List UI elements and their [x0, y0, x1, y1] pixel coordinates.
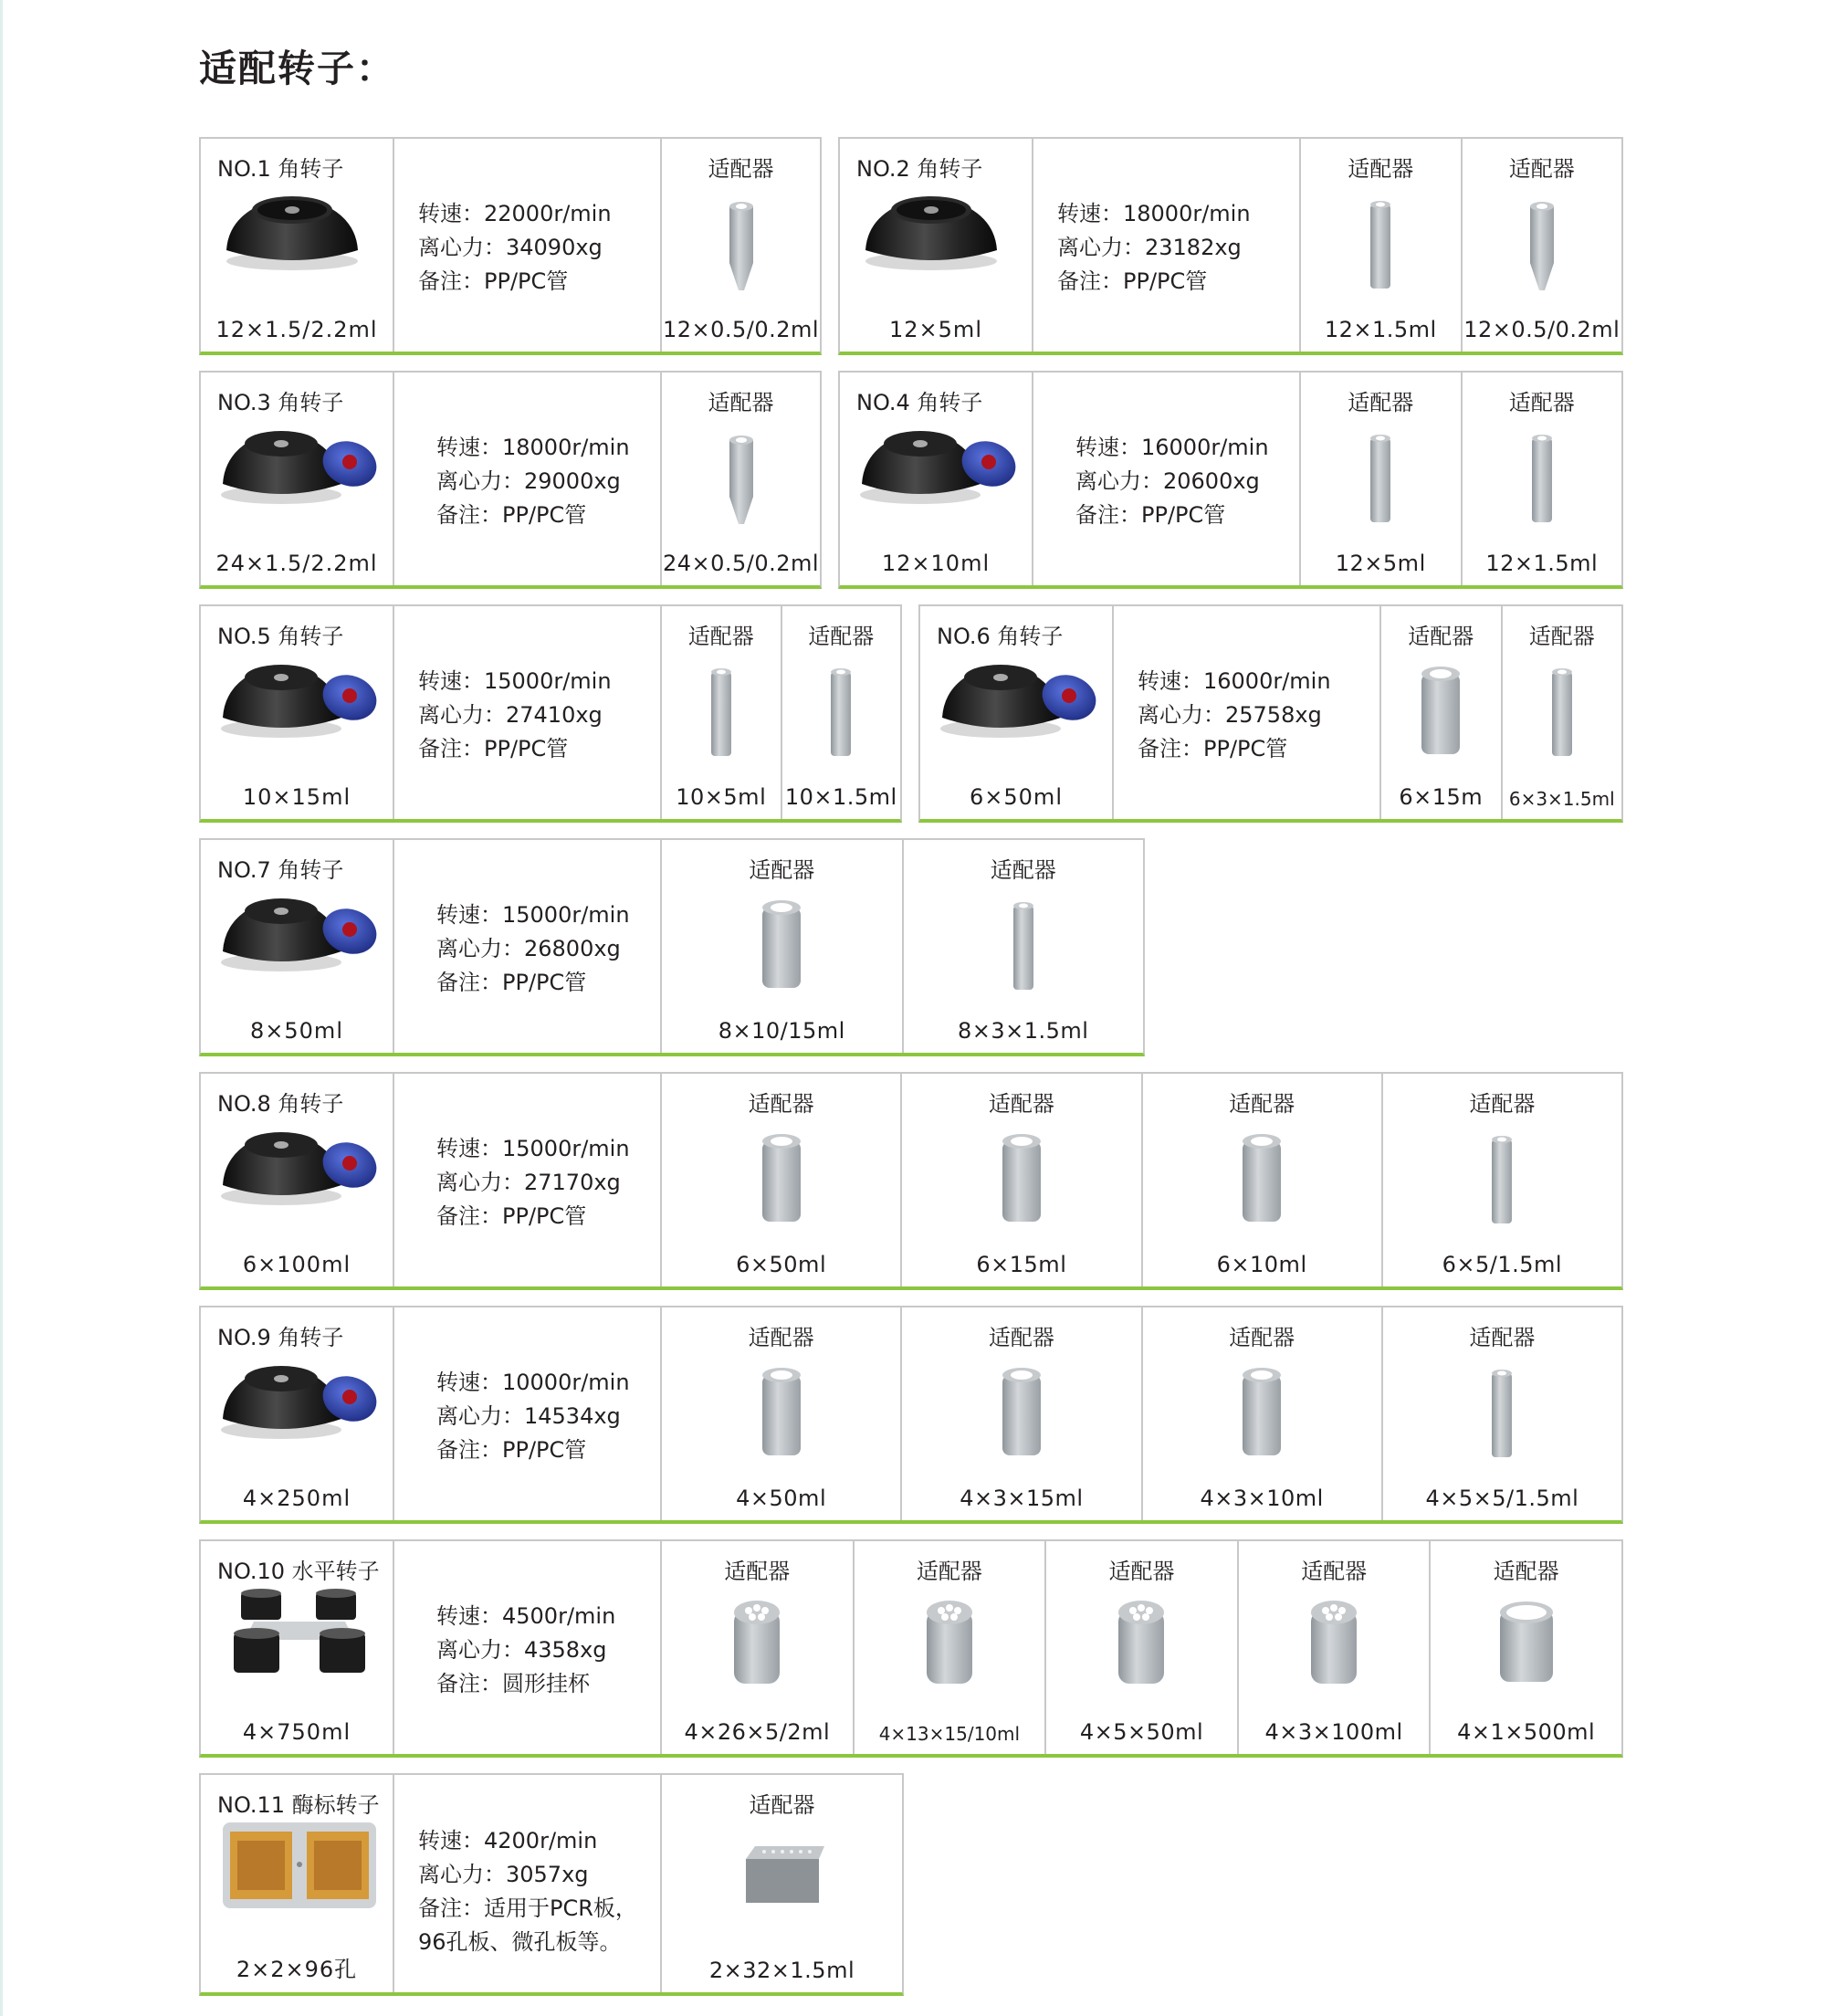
adapter-image [991, 897, 1055, 997]
rotor-title: NO.6 角转子 [937, 624, 1064, 649]
adapter-capacity: 6×50ml [736, 1252, 827, 1277]
adapter-label: 适配器 [708, 156, 774, 182]
adapter-image [1470, 1364, 1534, 1465]
spec-lines [418, 1824, 637, 1959]
adapter-image [750, 897, 813, 997]
adapter-capacity: 4×5×50ml [1079, 1719, 1204, 1745]
adapter-capacity: 8×3×1.5ml [958, 1018, 1089, 1044]
rotor-capacity: 24×1.5/2.2ml [215, 551, 378, 576]
adapter-label: 适配器 [1348, 156, 1414, 182]
spec-force: 离心力：25758xg [1138, 702, 1322, 728]
rotor-image [217, 650, 382, 741]
spec-note: 备注：PP/PC管 [1057, 268, 1208, 294]
spec-cell [394, 139, 662, 352]
adapter-cell [1239, 1541, 1432, 1754]
adapter-image [737, 1832, 828, 1914]
adapter-cell [1046, 1541, 1239, 1754]
spec-lines [1057, 197, 1251, 299]
adapter-capacity: 10×1.5ml [784, 784, 897, 810]
adapter-cell [782, 606, 901, 819]
spec-lines [436, 1366, 630, 1467]
adapter-image [1348, 429, 1412, 530]
rotor-cell [201, 1307, 394, 1520]
adapter-capacity: 12×0.5/0.2ml [1463, 317, 1620, 342]
rotor-title: NO.3 角转子 [217, 390, 344, 415]
spec-cell [1033, 373, 1301, 585]
rotor-capacity: 6×50ml [970, 784, 1063, 810]
adapter-label: 适配器 [988, 1325, 1054, 1350]
spec-cell [1033, 139, 1301, 352]
adapter-label: 适配器 [988, 1091, 1054, 1117]
adapter-label: 适配器 [687, 624, 754, 649]
spec-note: 备注：PP/PC管 [436, 1203, 587, 1229]
spec-lines [436, 1132, 630, 1234]
adapter-label: 适配器 [1508, 390, 1575, 415]
spec-lines [1075, 431, 1269, 532]
spec-cell [394, 1074, 662, 1286]
spec-cell [394, 1307, 662, 1520]
adapter-label: 适配器 [749, 857, 815, 883]
rotor-capacity: 12×10ml [881, 551, 991, 576]
adapter-cell [1143, 1307, 1383, 1520]
adapter-image [1510, 429, 1574, 530]
rotor-cell [201, 840, 394, 1053]
spec-cell [394, 840, 662, 1053]
adapter-image [1109, 1598, 1173, 1698]
spec-lines [418, 665, 612, 766]
rotor-capacity: 4×750ml [242, 1719, 351, 1745]
adapter-capacity: 12×0.5/0.2ml [662, 317, 820, 342]
spec-speed: 转速：18000r/min [1057, 201, 1251, 226]
rotor-group-10 [199, 1539, 1623, 1758]
spec-force: 离心力：29000xg [436, 468, 621, 494]
spec-note: 备注：PP/PC管 [1138, 736, 1288, 761]
rotor-group-8 [199, 1072, 1623, 1290]
spec-note-continued: 96孔板、微孔板等。 [418, 1929, 622, 1955]
adapter-capacity: 12×5ml [1335, 551, 1426, 576]
adapter-label: 适配器 [1469, 1091, 1536, 1117]
adapter-capacity: 6×3×1.5ml [1508, 788, 1615, 810]
rotor-capacity: 12×5ml [889, 317, 982, 342]
adapter-capacity: 6×10ml [1216, 1252, 1307, 1277]
spec-cell [394, 1541, 662, 1754]
adapter-label: 适配器 [990, 857, 1056, 883]
adapter-label: 适配器 [916, 1559, 982, 1584]
spec-lines [418, 197, 612, 299]
rotor-title: NO.9 角转子 [217, 1325, 344, 1350]
rotor-image [217, 1585, 382, 1676]
rotor-cell [201, 139, 394, 352]
spec-speed: 转速：4500r/min [436, 1603, 616, 1629]
adapter-label: 适配器 [1469, 1325, 1536, 1350]
rotor-cell [201, 373, 394, 585]
rotor-capacity: 4×250ml [242, 1486, 351, 1511]
rotor-cell [920, 606, 1114, 819]
rotor-cell [201, 1541, 394, 1754]
adapter-label: 适配器 [749, 1792, 815, 1818]
adapter-capacity: 4×50ml [736, 1486, 827, 1511]
spec-force: 离心力：34090xg [418, 235, 603, 260]
spec-lines [436, 1600, 615, 1701]
adapter-label: 适配器 [1348, 390, 1414, 415]
adapter-image [1230, 1364, 1294, 1465]
spec-speed: 转速：16000r/min [1075, 435, 1269, 460]
adapter-capacity: 4×3×10ml [1200, 1486, 1324, 1511]
spec-speed: 转速：10000r/min [436, 1370, 630, 1395]
spec-note: 备注：适用于PCR板， [418, 1895, 637, 1921]
rotor-title: NO.11 酶标转子 [217, 1792, 380, 1818]
adapter-cell [662, 1074, 902, 1286]
rotor-image [217, 1819, 382, 1910]
adapter-label: 适配器 [748, 1091, 814, 1117]
adapter-cell [855, 1541, 1047, 1754]
spec-force: 离心力：27410xg [418, 702, 603, 728]
spec-force: 离心力：3057xg [418, 1862, 589, 1887]
adapter-cell [1503, 606, 1622, 819]
spec-note: 备注：PP/PC管 [418, 268, 569, 294]
rotor-group-5 [199, 604, 902, 823]
adapter-capacity: 8×10/15ml [718, 1018, 845, 1044]
adapter-cell [1463, 139, 1622, 352]
adapter-image [1495, 1598, 1558, 1698]
rotor-image [217, 1351, 382, 1443]
rotor-group-4 [838, 371, 1623, 589]
rotor-image [217, 183, 382, 274]
rotor-cell [201, 606, 394, 819]
rotor-title: NO.4 角转子 [856, 390, 983, 415]
adapter-capacity: 4×26×5/2ml [684, 1719, 831, 1745]
rotor-capacity: 12×1.5/2.2ml [215, 317, 378, 342]
spec-speed: 转速：16000r/min [1138, 668, 1331, 694]
adapter-cell [1381, 606, 1503, 819]
adapter-image [1510, 195, 1574, 296]
spec-force: 离心力：20600xg [1075, 468, 1260, 494]
rotor-image [217, 416, 382, 508]
adapter-image [990, 1364, 1054, 1465]
rotor-group-2 [838, 137, 1623, 355]
rotor-cell [840, 139, 1033, 352]
adapter-image [1230, 1130, 1294, 1231]
rotor-image [937, 650, 1101, 741]
adapter-capacity: 2×32×1.5ml [708, 1958, 855, 1983]
adapter-label: 适配器 [1108, 1559, 1175, 1584]
adapter-cell [904, 840, 1144, 1053]
adapter-cell [1383, 1307, 1621, 1520]
spec-force: 离心力：14534xg [436, 1403, 621, 1429]
spec-cell [394, 1775, 662, 1992]
adapter-capacity: 10×5ml [676, 784, 767, 810]
adapter-image [709, 429, 773, 530]
adapter-cell [662, 606, 782, 819]
adapter-cell [662, 373, 820, 585]
rotor-capacity: 2×2×96孔 [236, 1957, 358, 1982]
spec-note: 备注：PP/PC管 [418, 736, 569, 761]
adapter-capacity: 4×5×5/1.5ml [1425, 1486, 1579, 1511]
adapter-image [1530, 663, 1594, 763]
adapter-label: 适配器 [1229, 1091, 1295, 1117]
adapter-label: 适配器 [1493, 1559, 1559, 1584]
adapter-image [1348, 195, 1412, 296]
adapter-cell [662, 1775, 902, 1992]
rotor-title: NO.10 水平转子 [217, 1559, 380, 1584]
rotor-capacity: 10×15ml [242, 784, 351, 810]
rotor-cell [840, 373, 1033, 585]
spec-speed: 转速：18000r/min [436, 435, 630, 460]
spec-note: 备注：PP/PC管 [1075, 502, 1226, 528]
adapter-image [1409, 663, 1473, 763]
rotor-image [856, 416, 1021, 508]
rotor-title: NO.1 角转子 [217, 156, 344, 182]
adapter-cell [662, 840, 904, 1053]
spec-note: 备注：圆形挂杯 [436, 1671, 590, 1696]
adapter-label: 适配器 [1301, 1559, 1368, 1584]
spec-note: 备注：PP/PC管 [436, 1437, 587, 1463]
adapter-image [918, 1598, 981, 1698]
rotor-capacity: 8×50ml [250, 1018, 343, 1044]
rotor-cell [201, 1074, 394, 1286]
spec-force: 离心力：23182xg [1057, 235, 1242, 260]
adapter-label: 适配器 [1528, 624, 1595, 649]
adapter-capacity: 4×1×500ml [1457, 1719, 1596, 1745]
adapter-capacity: 4×3×100ml [1264, 1719, 1403, 1745]
spec-speed: 转速：15000r/min [418, 668, 612, 694]
adapter-image [725, 1598, 789, 1698]
adapter-label: 适配器 [1408, 624, 1474, 649]
adapter-cell [1463, 373, 1622, 585]
adapter-image [689, 663, 753, 763]
spec-lines [436, 898, 630, 1000]
adapter-cell [662, 1307, 902, 1520]
adapter-image [809, 663, 873, 763]
spec-cell [394, 373, 662, 585]
adapter-cell [1143, 1074, 1383, 1286]
rotor-group-7 [199, 838, 1145, 1056]
adapter-capacity: 6×5/1.5ml [1442, 1252, 1563, 1277]
spec-speed: 转速：22000r/min [418, 201, 612, 226]
spec-speed: 转速：15000r/min [436, 1136, 630, 1161]
spec-force: 离心力：27170xg [436, 1170, 621, 1195]
adapter-cell [1301, 373, 1463, 585]
adapter-label: 适配器 [724, 1559, 791, 1584]
rotor-title: NO.5 角转子 [217, 624, 344, 649]
spec-lines [436, 431, 630, 532]
rotor-group-11 [199, 1773, 904, 1996]
rotor-group-3 [199, 371, 822, 589]
rotor-capacity: 6×100ml [242, 1252, 351, 1277]
adapter-cell [1383, 1074, 1621, 1286]
spec-note: 备注：PP/PC管 [436, 970, 587, 995]
adapter-image [750, 1130, 813, 1231]
rotor-title: NO.2 角转子 [856, 156, 983, 182]
spec-cell [1114, 606, 1381, 819]
adapter-cell [902, 1074, 1142, 1286]
rotor-title: NO.8 角转子 [217, 1091, 344, 1117]
rotor-image [217, 1118, 382, 1209]
page-title: 适配转子： [199, 47, 395, 90]
adapter-capacity: 12×1.5ml [1485, 551, 1599, 576]
spec-force: 离心力：4358xg [436, 1637, 607, 1663]
rotor-group-9 [199, 1306, 1623, 1524]
spec-cell [394, 606, 662, 819]
spec-note: 备注：PP/PC管 [436, 502, 587, 528]
rotor-image [856, 183, 1021, 274]
adapter-image [1302, 1598, 1366, 1698]
adapter-label: 适配器 [1229, 1325, 1295, 1350]
adapter-image [1470, 1130, 1534, 1231]
spec-speed: 转速：4200r/min [418, 1828, 598, 1853]
adapter-capacity: 12×1.5ml [1324, 317, 1437, 342]
adapter-capacity: 4×13×15/10ml [878, 1723, 1021, 1745]
rotor-cell [201, 1775, 394, 1992]
rotor-group-6 [918, 604, 1623, 823]
rotor-title: NO.7 角转子 [217, 857, 344, 883]
spec-force: 离心力：26800xg [436, 936, 621, 961]
adapter-image [990, 1130, 1054, 1231]
adapter-label: 适配器 [748, 1325, 814, 1350]
adapter-capacity: 6×15m [1399, 784, 1484, 810]
adapter-image [750, 1364, 813, 1465]
adapter-label: 适配器 [1508, 156, 1575, 182]
adapter-cell [1301, 139, 1463, 352]
adapter-cell [902, 1307, 1142, 1520]
adapter-cell [662, 1541, 855, 1754]
adapter-capacity: 4×3×15ml [960, 1486, 1084, 1511]
adapter-capacity: 6×15ml [976, 1252, 1067, 1277]
adapter-label: 适配器 [808, 624, 875, 649]
rotor-group-1 [199, 137, 822, 355]
spec-speed: 转速：15000r/min [436, 902, 630, 928]
adapter-capacity: 24×0.5/0.2ml [662, 551, 820, 576]
adapter-cell [662, 139, 820, 352]
spec-lines [1138, 665, 1331, 766]
page-edge-line [0, 0, 3, 2016]
adapter-cell [1431, 1541, 1621, 1754]
adapter-label: 适配器 [708, 390, 774, 415]
adapter-image [709, 195, 773, 296]
rotor-image [217, 884, 382, 975]
